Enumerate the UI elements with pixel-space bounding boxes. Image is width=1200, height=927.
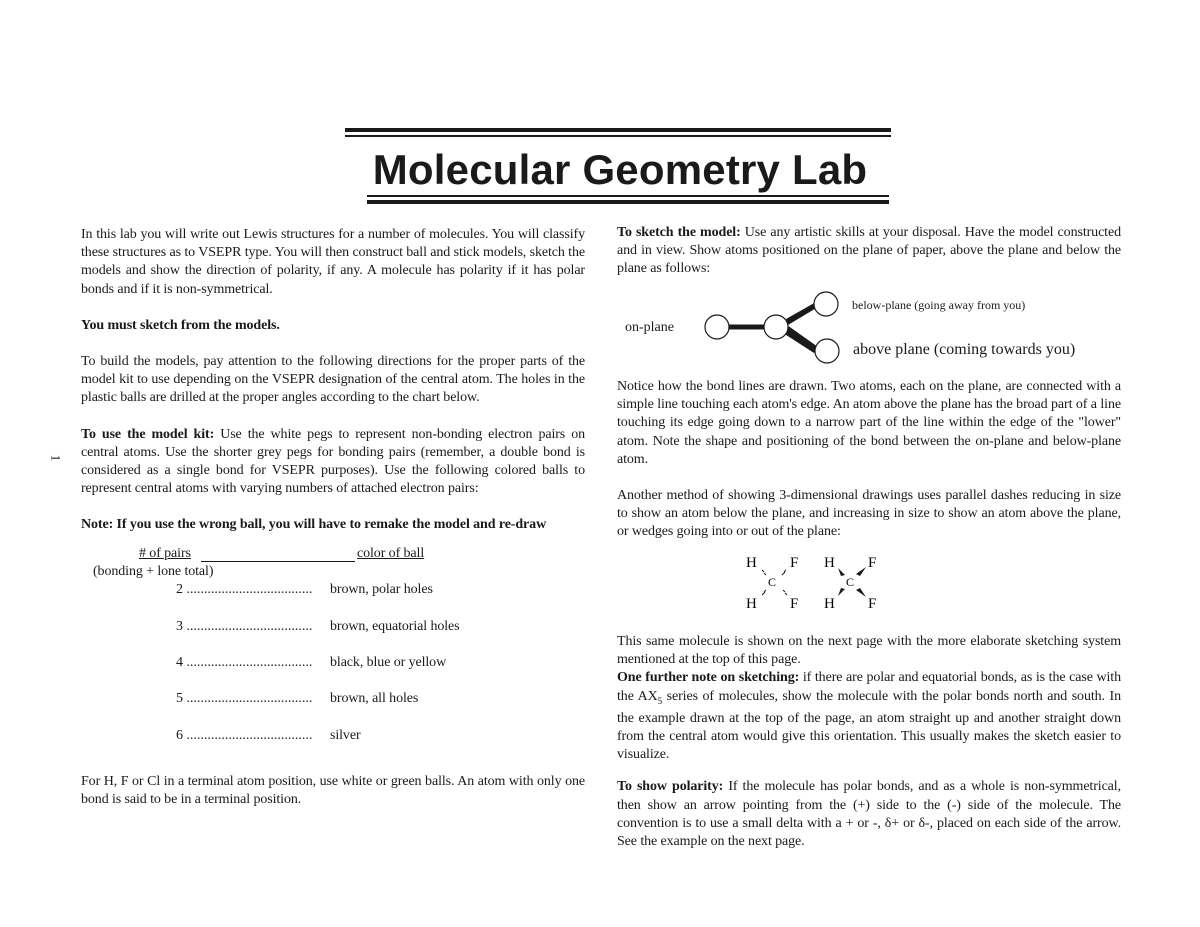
build-paragraph: To build the models, pay attention to the following directions for the proper parts of the model kit to use depending on the VSEPR designation of the central atom. The holes in the plastic balls are drilled at the proper angles according to the chart below. xyxy=(81,354,585,406)
row-pairs: 6 xyxy=(176,727,183,743)
row-color: silver xyxy=(330,727,361,743)
below-plane-label: below-plane (going away from you) xyxy=(852,298,1026,312)
notice-paragraph: Notice how the bond lines are drawn. Two atoms, each on the plane, are connected with a simple line touching each atom's edge. An atom above the plane has the broad part of a line touching its edge going down to a narrow part of the line within the edge of the "lower" atom. Note the shape and positioning of the bond between the on-plane and below-plane atom. xyxy=(617,379,1121,467)
above-plane-atom xyxy=(815,339,839,363)
terminal-paragraph: For H, F or Cl in a terminal atom position, use white or green balls. An atom with only one bond is said to be in a terminal position. xyxy=(81,773,585,807)
ball-color-table xyxy=(81,545,585,745)
molecule-atom-f: F xyxy=(868,555,877,571)
molecule-atom-h: H xyxy=(824,555,835,571)
sketch-text: Use any artistic skills at your disposal. Have the model constructed and in view. Show atoms positioned on the plane of paper, above the plane and below the plane as follows: xyxy=(617,225,1121,277)
table-row xyxy=(176,654,447,672)
row-dots: .................................... xyxy=(186,727,313,743)
header-subtext: (bonding + lone total) xyxy=(93,563,214,579)
header-pairs: # of pairs xyxy=(139,545,191,561)
molecule-atom-c: C xyxy=(768,575,777,589)
row-pairs: 4 xyxy=(176,654,183,670)
left-column xyxy=(81,226,585,809)
molecule-atom-f: F xyxy=(868,596,877,612)
page-number: 1 xyxy=(48,454,64,462)
on-plane-atom xyxy=(705,315,729,339)
must-sketch-text: You must sketch from the models. xyxy=(81,317,280,333)
further-heading: One further note on sketching: xyxy=(617,670,800,686)
kit-paragraph xyxy=(81,426,585,499)
header-underline xyxy=(201,561,355,562)
below-plane-atom xyxy=(814,292,838,316)
table-row xyxy=(176,727,361,745)
title-rule-top-thin xyxy=(345,135,891,137)
on-plane-label: on-plane xyxy=(625,320,674,335)
row-pairs: 5 xyxy=(176,690,183,706)
must-sketch-note xyxy=(81,317,585,335)
kit-heading: To use the model kit: xyxy=(81,426,215,442)
row-dots: .................................... xyxy=(186,654,313,670)
title-rule-bottom-thin xyxy=(367,195,889,197)
row-color: brown, all holes xyxy=(330,690,419,706)
row-color: brown, polar holes xyxy=(330,581,433,597)
wedge-diagram xyxy=(740,550,890,614)
polarity-heading: To show polarity: xyxy=(617,779,724,795)
intro-paragraph: In this lab you will write out Lewis structures for a number of molecules. You will classify these structures as to VSEPR type. You will then construct ball and stick models, sketch the models and show the direction of polarity, if any. A molecule has polarity if it has polar bonds and if it is non-symmetrical. xyxy=(81,227,585,297)
another-paragraph: Another method of showing 3-dimensional drawings uses parallel dashes reducing in size to show an atom below the plane, and increasing in size to show an atom above the plane, or wedges going into or out of the plane: xyxy=(617,488,1121,540)
molecule-atom-f: F xyxy=(790,555,799,571)
central-atom xyxy=(764,315,788,339)
row-pairs: 2 xyxy=(176,581,183,597)
polarity-paragraph xyxy=(617,778,1121,851)
row-color: black, blue or yellow xyxy=(330,654,447,670)
title-rule-top-thick xyxy=(345,128,891,132)
further-subscript: 5 xyxy=(657,695,663,706)
right-column xyxy=(617,224,1121,279)
kit-text: Use the white pegs to represent non-bonding electron pairs on central atoms. Use the shorter grey pegs for bonding pairs (remember, a double bond is considered as a single bond for VSEPR purposes). Use the following colored balls to represent central atoms with varying numbers of attached electron pairs: xyxy=(81,426,585,497)
further-text-a: if there are polar and equatorial bonds, as is the case with the AX xyxy=(617,670,1121,704)
molecule-atom-f: F xyxy=(790,596,799,612)
right-column-bottom xyxy=(617,633,1121,851)
row-dots: .................................... xyxy=(186,690,313,706)
header-color: color of ball xyxy=(357,545,425,561)
further-note-paragraph xyxy=(617,669,1121,764)
row-dots: .................................... xyxy=(186,581,313,597)
molecule-atom-h: H xyxy=(824,596,835,612)
polarity-text: If the molecule has polar bonds, and as a whole is non-symmetrical, then show an arrow pointing from the (+) side to the (-) side of the molecule. The convention is to use a small delta with a + or -, δ+ or δ-, placed on each side of the arrow. See the example on the next page. xyxy=(617,779,1121,850)
row-color: brown, equatorial holes xyxy=(330,618,460,634)
table-row xyxy=(176,618,460,636)
above-plane-label: above plane (coming towards you) xyxy=(853,341,1076,358)
row-pairs: 3 xyxy=(176,618,183,634)
table-row xyxy=(176,581,433,599)
further-text-b: series of molecules, show the molecule with the polar bonds north and south. In the example drawn at the top of the page, an atom straight up and another straight down from the central atom would give this orientation. This usually makes the sketch easier to visualize. xyxy=(617,688,1122,763)
title-rule-bottom-thick xyxy=(367,200,889,204)
molecule-atom-h: H xyxy=(746,596,757,612)
below-plane-bond xyxy=(786,302,818,325)
row-dots: .................................... xyxy=(186,618,313,634)
table-row xyxy=(176,690,419,708)
molecule-atom-h: H xyxy=(746,555,757,571)
right-column-lower xyxy=(617,378,1121,542)
sketch-paragraph xyxy=(617,224,1121,279)
molecule-atom-c: C xyxy=(846,575,855,589)
same-molecule-paragraph: This same molecule is shown on the next page with the more elaborate sketching system mentioned at the top of this page. xyxy=(617,634,1121,668)
wrong-ball-text: Note: If you use the wrong ball, you will have to remake the model and re-draw xyxy=(81,517,547,533)
sketch-heading: To sketch the model: xyxy=(617,225,741,240)
page-title: Molecular Geometry Lab xyxy=(372,146,868,193)
wrong-ball-note xyxy=(81,516,585,534)
